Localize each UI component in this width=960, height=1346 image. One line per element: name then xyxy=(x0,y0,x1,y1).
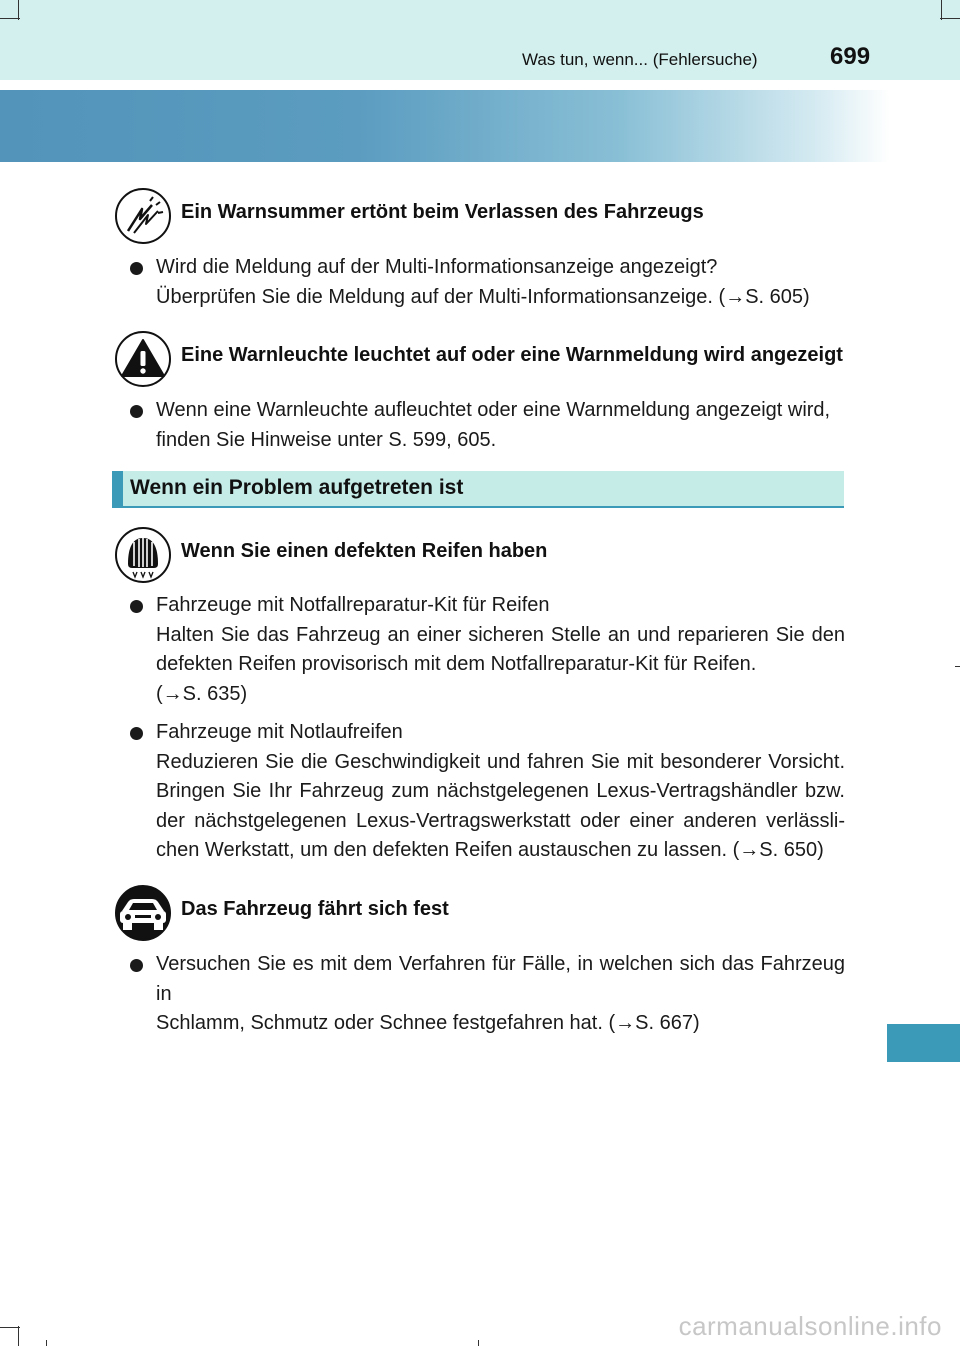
bullet-icon xyxy=(130,600,143,613)
crop-mark xyxy=(0,18,20,19)
subheading-flat-tire: Wenn Sie einen defekten Reifen haben xyxy=(181,540,548,562)
list-item-line: Überprüfen Sie die Meldung auf der Multi-Informationsanzeige. (→S. 605) xyxy=(156,285,810,308)
list-item xyxy=(130,950,845,1039)
list-item xyxy=(130,718,845,866)
header-band xyxy=(0,0,960,80)
subheading-warning-light: Eine Warnleuchte leuchtet auf oder eine Warnmeldung wird angezeigt xyxy=(181,344,843,366)
list-item-line: (→S. 635) xyxy=(156,682,248,705)
crop-mark xyxy=(941,0,942,20)
exclamation-warning-icon xyxy=(114,330,172,388)
crop-mark xyxy=(940,18,960,19)
chapter-side-tab xyxy=(887,1024,960,1062)
crop-mark xyxy=(0,1327,20,1328)
page-number: 699 xyxy=(830,43,871,70)
list-item-line: finden Sie Hinweise unter S. 599, 605. xyxy=(156,428,497,451)
crop-mark xyxy=(18,0,19,20)
list-item xyxy=(130,591,845,709)
list-item-line: Wird die Meldung auf der Multi-Informationsanzeige angezeigt? xyxy=(156,256,718,278)
list-item xyxy=(130,396,845,455)
crop-mark xyxy=(478,1340,479,1346)
list-item-line: Versuchen Sie es mit dem Verfahren für Fälle, in welchen sich das Fahrzeug in xyxy=(156,953,845,1005)
subheading-vehicle-stuck: Das Fahrzeug fährt sich fest xyxy=(181,898,449,920)
list-item-line: der nächstgelegenen Lexus-Vertragswerkstatt oder einer anderen verlässli- xyxy=(156,809,845,832)
crop-mark xyxy=(18,1326,19,1346)
list-item-line: Fahrzeuge mit Notfallreparatur-Kit für Reifen xyxy=(156,594,550,616)
watermark: carmanualsonline.info xyxy=(678,1311,942,1341)
stuck-vehicle-icon xyxy=(114,884,172,942)
list-item-line: Wenn eine Warnleuchte aufleuchtet oder eine Warnmeldung angezeigt wird, xyxy=(156,399,831,421)
section-header-title: Wenn ein Problem aufgetreten ist xyxy=(130,476,464,499)
list-item-line: Fahrzeuge mit Notlaufreifen xyxy=(156,721,403,743)
list-item-line: Schlamm, Schmutz oder Schnee festgefahren hat. (→S. 667) xyxy=(156,1012,700,1034)
bullet-icon xyxy=(130,727,143,740)
list-item-line: Halten Sie das Fahrzeug an einer sicheren Stelle an und reparieren Sie den xyxy=(156,623,845,646)
running-header-title: Was tun, wenn... (Fehlersuche) xyxy=(522,50,758,69)
list-item-line: chen Werkstatt, um den defekten Reifen austauschen zu lassen. (→S. 650) xyxy=(156,839,824,861)
subheading-warning-buzzer: Ein Warnsummer ertönt beim Verlassen des Fahrzeugs xyxy=(181,201,704,223)
list-item-line: defekten Reifen provisorisch mit dem Notfallreparatur-Kit für Reifen. xyxy=(156,653,757,675)
list-item xyxy=(130,253,845,312)
bullet-icon xyxy=(130,959,143,972)
list-item-line: Bringen Sie Ihr Fahrzeug zum nächstgelegenen Lexus-Vertragshändler bzw. xyxy=(156,780,845,802)
bullet-icon xyxy=(130,262,143,275)
list-item-line: Reduzieren Sie die Geschwindigkeit und fahren Sie mit besonderer Vorsicht. xyxy=(156,750,845,773)
bullet-icon xyxy=(130,405,143,418)
section-header xyxy=(112,471,844,508)
crop-mark xyxy=(955,666,960,667)
flat-tire-icon xyxy=(114,526,172,584)
chapter-gradient-band xyxy=(0,90,890,162)
warning-buzzer-icon xyxy=(114,187,172,245)
crop-mark xyxy=(46,1340,47,1346)
